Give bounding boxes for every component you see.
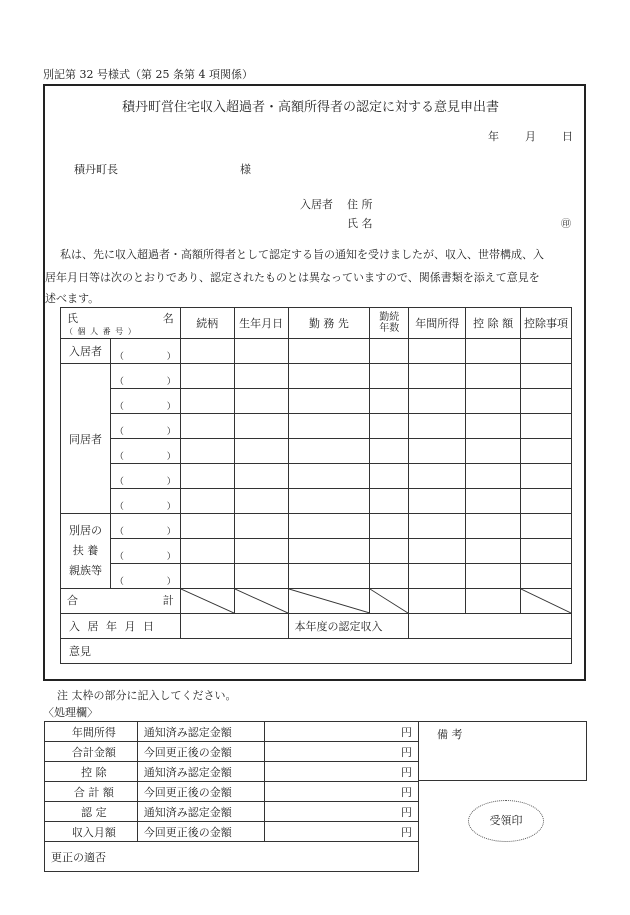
- header-workplace: 勤 務 先: [288, 308, 370, 339]
- fill-note: 注 太枠の部分に記入してください。: [57, 689, 237, 702]
- group-resident: 入居者: [61, 339, 111, 364]
- date-day: 日: [562, 130, 573, 143]
- total-label: 合 計: [61, 589, 181, 614]
- personal-number-cell[interactable]: （ ）: [110, 489, 180, 514]
- group-separate-dependents: 別居の 扶 養 親族等: [61, 514, 111, 589]
- processing-table: 年間所得 通知済み認定金額 円 合計金額 今回更正後の金額 円 控 除 通知済み認定金額 円 合 計 額 今回更正後の金額 円 認 定 通知済み認定金額 円 収入月額 今回更正後の金額 円 更正の適否: [44, 721, 419, 872]
- header-name: 氏 名 （ 個 人 番 号 ）: [61, 308, 181, 339]
- name-label: 氏 名: [347, 217, 373, 230]
- processing-label: 〈処理欄〉: [43, 706, 98, 719]
- received-stamp: 受領印: [468, 800, 544, 842]
- opinion-field[interactable]: 意見: [61, 639, 572, 664]
- addressee-name: 積丹町長: [74, 163, 118, 176]
- date-month: 月: [525, 130, 536, 143]
- move-in-date-label: 入 居 年 月 日: [61, 614, 181, 639]
- total-income-cell[interactable]: [409, 589, 466, 614]
- personal-number-cell[interactable]: （ ）: [110, 389, 180, 414]
- form-title: 積丹町営住宅収入超過者・高額所得者の認定に対する意見申出書: [122, 100, 500, 115]
- total-years-struck: [370, 589, 409, 614]
- date-year: 年: [488, 130, 499, 143]
- body-line-2: 居年月日等は次のとおりであり、認定されたものとは異なっていますので、関係書類を添えて意見を: [45, 271, 540, 284]
- move-in-date-cell[interactable]: [180, 614, 288, 639]
- remarks-box[interactable]: [419, 721, 587, 781]
- personal-number-cell[interactable]: （ ）: [110, 439, 180, 464]
- household-table: [60, 307, 572, 664]
- total-deduction-items-struck: [521, 589, 572, 614]
- header-relation: 続柄: [180, 308, 234, 339]
- header-deduction-items: 控除事項: [521, 308, 572, 339]
- total-deduction-cell[interactable]: [466, 589, 521, 614]
- seal-mark: ㊞: [561, 219, 571, 230]
- remarks-label: 備 考: [437, 728, 463, 741]
- body-line-3: 述べます。: [45, 292, 100, 305]
- personal-number-cell[interactable]: （ ）: [110, 339, 180, 364]
- recognized-income-label: 本年度の認定収入: [288, 614, 409, 639]
- address-label: 住 所: [347, 198, 373, 211]
- header-years: 勤続 年数: [370, 308, 409, 339]
- total-birth-struck: [234, 589, 288, 614]
- applicant-label: 入居者: [300, 198, 333, 211]
- personal-number-cell[interactable]: （ ）: [110, 414, 180, 439]
- header-income: 年間所得: [409, 308, 466, 339]
- form-number: 別記第 32 号様式（第 25 条第 4 項関係）: [43, 68, 253, 81]
- header-deduction: 控 除 額: [466, 308, 521, 339]
- personal-number-cell[interactable]: （ ）: [110, 539, 180, 564]
- group-cohabitant: 同居者: [61, 364, 111, 514]
- body-line-1: 私は、先に収入超過者・高額所得者として認定する旨の通知を受けましたが、収入、世帯構成、入: [60, 248, 544, 261]
- personal-number-cell[interactable]: （ ）: [110, 514, 180, 539]
- personal-number-cell[interactable]: （ ）: [110, 564, 180, 589]
- personal-number-cell[interactable]: （ ）: [110, 464, 180, 489]
- correction-field[interactable]: 更正の適否: [45, 842, 419, 872]
- addressee-honorific: 様: [240, 163, 251, 176]
- header-birth: 生年月日: [234, 308, 288, 339]
- total-relation-struck: [180, 589, 234, 614]
- recognized-income-cell[interactable]: [409, 614, 572, 639]
- personal-number-cell[interactable]: （ ）: [110, 364, 180, 389]
- total-workplace-struck: [288, 589, 370, 614]
